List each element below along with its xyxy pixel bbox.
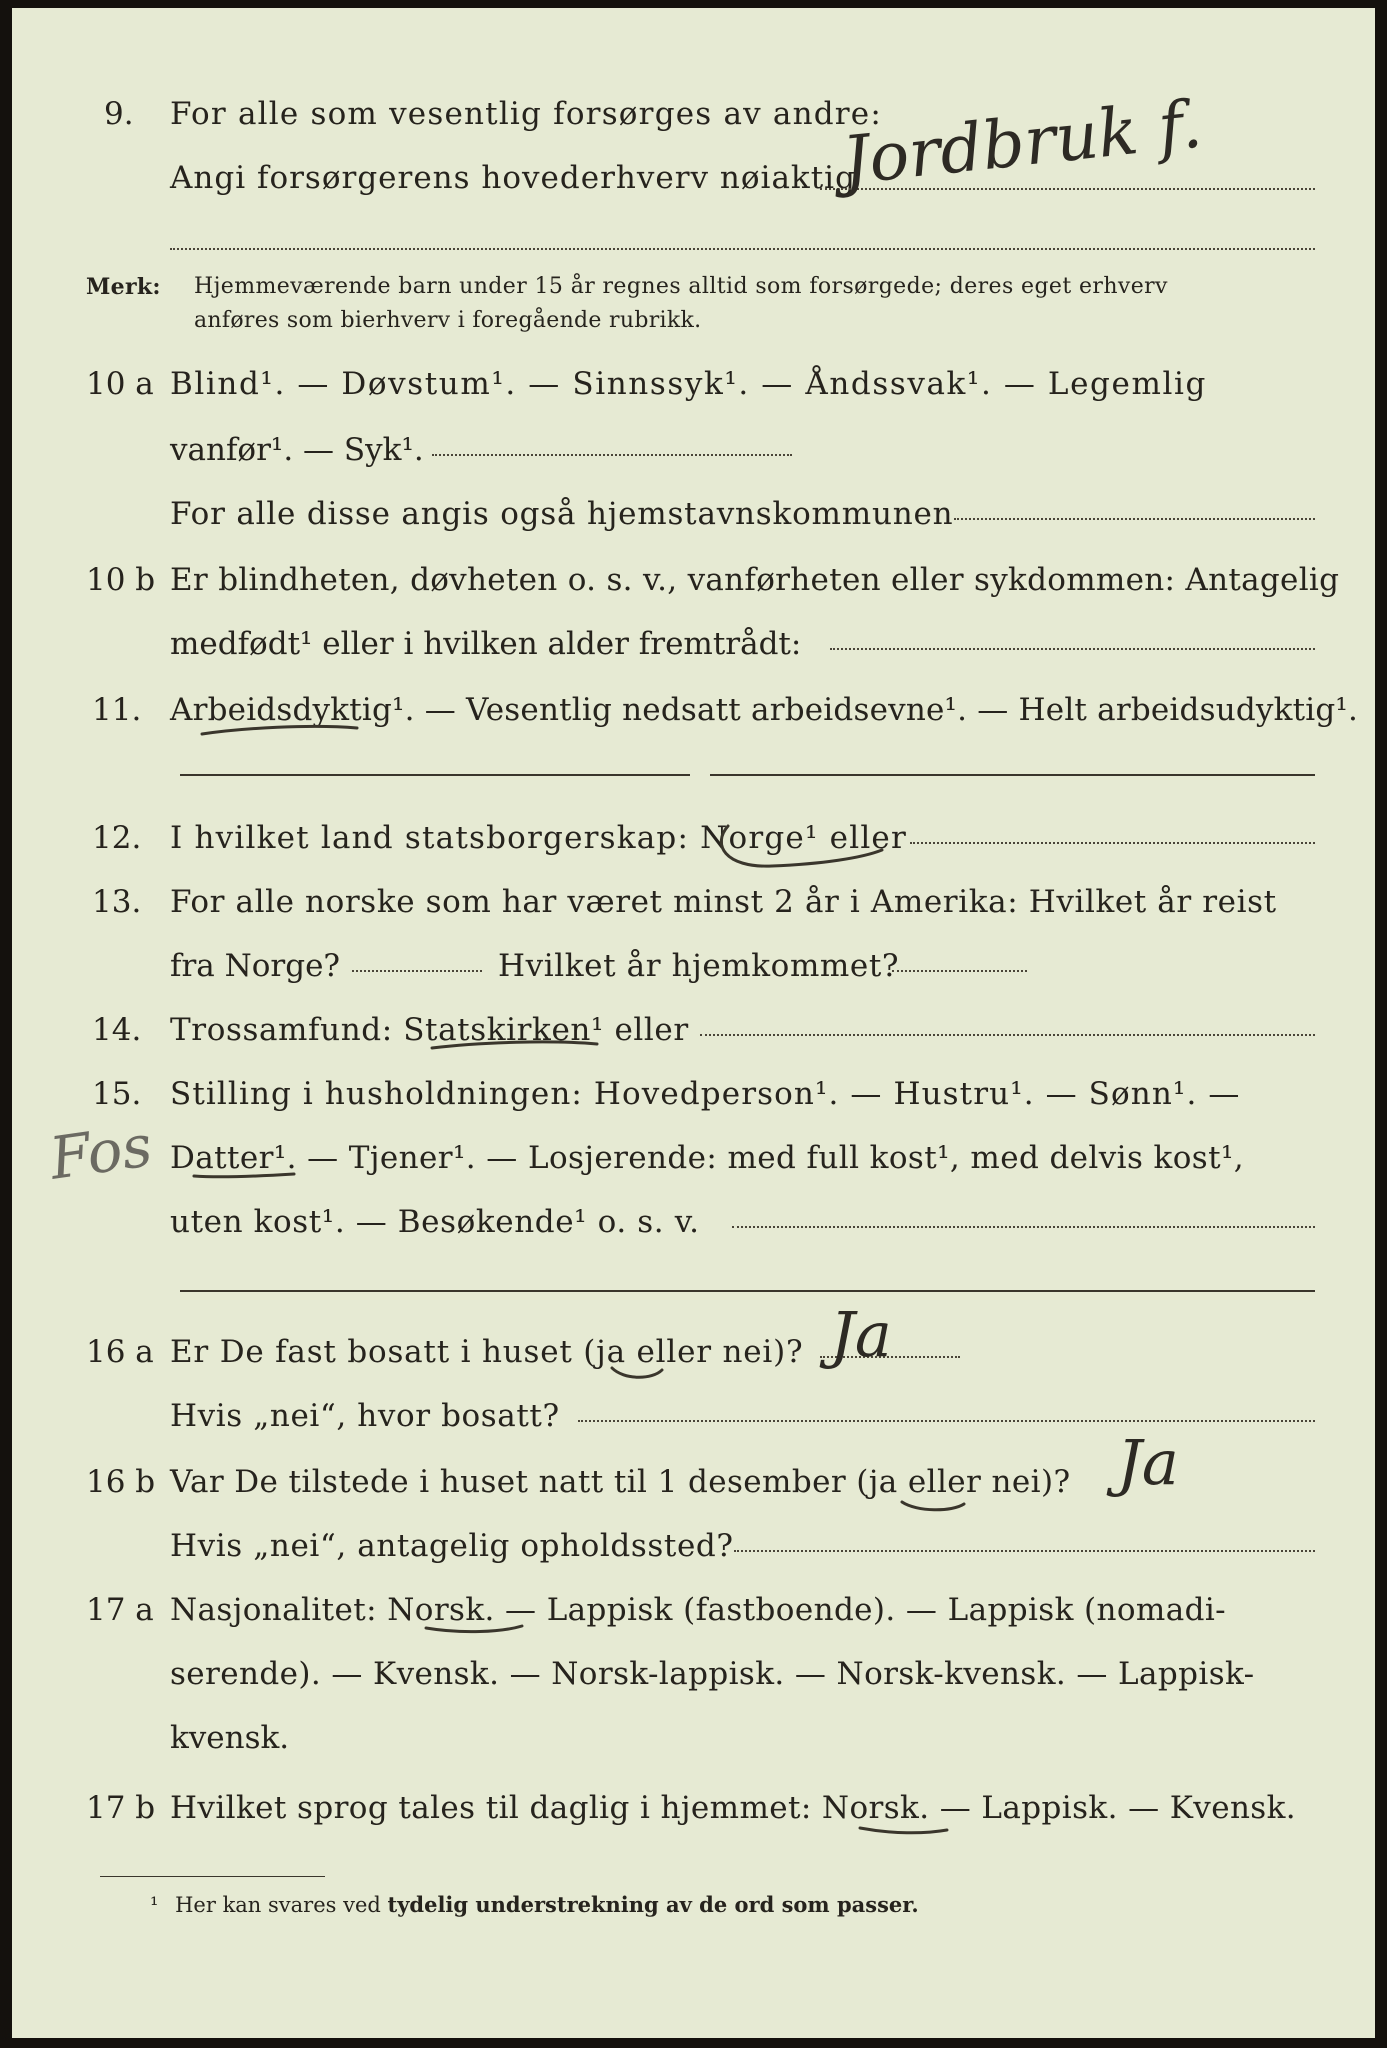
q13-number: 13.: [92, 884, 142, 920]
q10a-number: 10 a: [86, 366, 154, 402]
q12-number: 12.: [92, 820, 142, 856]
q16b-handwritten-answer: Ja: [1117, 1426, 1179, 1499]
q16b-number: 16 b: [86, 1464, 156, 1500]
q13-line2b: Hvilket år hjemkommet?: [498, 948, 900, 984]
q13-line2a: fra Norge?: [170, 948, 341, 984]
q10b-number: 10 b: [86, 562, 156, 598]
q17b-line1: Hvilket sprog tales til daglig i hjemmet: Norsk. — Lappisk. — Kvensk.: [170, 1790, 1297, 1826]
q15-line1: Stilling i husholdningen: Hovedperson¹. — Hustru¹. — Sønn¹. —: [170, 1076, 1241, 1112]
q16b-line2: Hvis „nei“, antagelig opholdssted?: [170, 1528, 734, 1564]
q9-line2: Angi forsørgerens hovederhverv nøiaktig: [170, 160, 856, 196]
q9-number: 9.: [104, 96, 134, 132]
q15-line2: Datter¹. — Tjener¹. — Losjerende: med full kost¹, med delvis kost¹,: [170, 1140, 1245, 1176]
underline-statskirken: [432, 1042, 597, 1048]
q9-line1: For alle som vesentlig forsørges av andre:: [170, 96, 882, 132]
handwritten-marks: [12, 8, 1375, 2038]
underline-datter: [194, 1174, 294, 1177]
circle-norge: [721, 826, 882, 866]
q13-line1: For alle norske som har været minst 2 år i Amerika: Hvilket år reist: [170, 884, 1277, 920]
q17b-number: 17 b: [86, 1790, 156, 1826]
census-form-page: [12, 8, 1375, 2038]
q10a-line3: For alle disse angis også hjemstavnskommunen: [170, 496, 954, 532]
q17a-line2: serende). — Kvensk. — Norsk-lappisk. — Norsk-kvensk. — Lappisk-: [170, 1656, 1255, 1692]
q17a-line3: kvensk.: [170, 1720, 290, 1756]
q16a-number: 16 a: [86, 1334, 154, 1370]
underline-ja-16b: [902, 1502, 964, 1510]
q10b-line2: medfødt¹ eller i hvilken alder fremtrådt:: [170, 626, 802, 662]
q17a-number: 17 a: [86, 1592, 154, 1628]
merk-label: Merk:: [86, 274, 161, 300]
q16a-handwritten-answer: Ja: [830, 1298, 892, 1371]
q9-handwritten-answer: Jordbruk f.: [838, 85, 1206, 200]
q15-margin-handwriting: Fos: [45, 1111, 157, 1193]
footnote-text-plain: Her kan svares ved: [175, 1893, 388, 1917]
q16a-line1: Er De fast bosatt i huset (ja eller nei)?: [170, 1334, 804, 1370]
underline-arbeidsdyktig: [202, 726, 357, 734]
q11-number: 11.: [92, 692, 142, 728]
underline-norsk-17b: [860, 1828, 947, 1833]
q10b-line1: Er blindheten, døvheten o. s. v., vanførheten eller sykdommen: Antagelig: [170, 562, 1340, 598]
merk-line2: anføres som bierhverv i foregående rubrikk.: [194, 308, 702, 333]
q16b-line1: Var De tilstede i huset natt til 1 desember (ja eller nei)?: [170, 1464, 1071, 1500]
underline-ja-16a: [612, 1368, 662, 1377]
q15-line3: uten kost¹. — Besøkende¹ o. s. v.: [170, 1204, 700, 1240]
q17a-line1: Nasjonalitet: Norsk. — Lappisk (fastboende). — Lappisk (nomadi-: [170, 1592, 1227, 1628]
q14-number: 14.: [92, 1012, 142, 1048]
q16a-line2: Hvis „nei“, hvor bosatt?: [170, 1398, 560, 1434]
q12-line1: I hvilket land statsborgerskap: Norge¹ eller: [170, 820, 907, 856]
q10a-line1: Blind¹. — Døvstum¹. — Sinnssyk¹. — Åndssvak¹. — Legemlig: [170, 366, 1207, 402]
q11-line1: Arbeidsdyktig¹. — Vesentlig nedsatt arbeidsevne¹. — Helt arbeidsudyktig¹.: [170, 692, 1359, 728]
q10a-line2: vanfør¹. — Syk¹.: [170, 432, 424, 468]
merk-line1: Hjemmeværende barn under 15 år regnes alltid som forsørgede; deres eget erhverv: [194, 274, 1168, 299]
q14-line1: Trossamfund: Statskirken¹ eller: [170, 1012, 689, 1048]
footnote-text-bold: tydelig understrekning av de ord som passer.: [387, 1892, 919, 1917]
underline-norsk-17a: [426, 1626, 522, 1632]
footnote-mark: ¹: [150, 1893, 159, 1917]
q15-number: 15.: [92, 1076, 142, 1112]
